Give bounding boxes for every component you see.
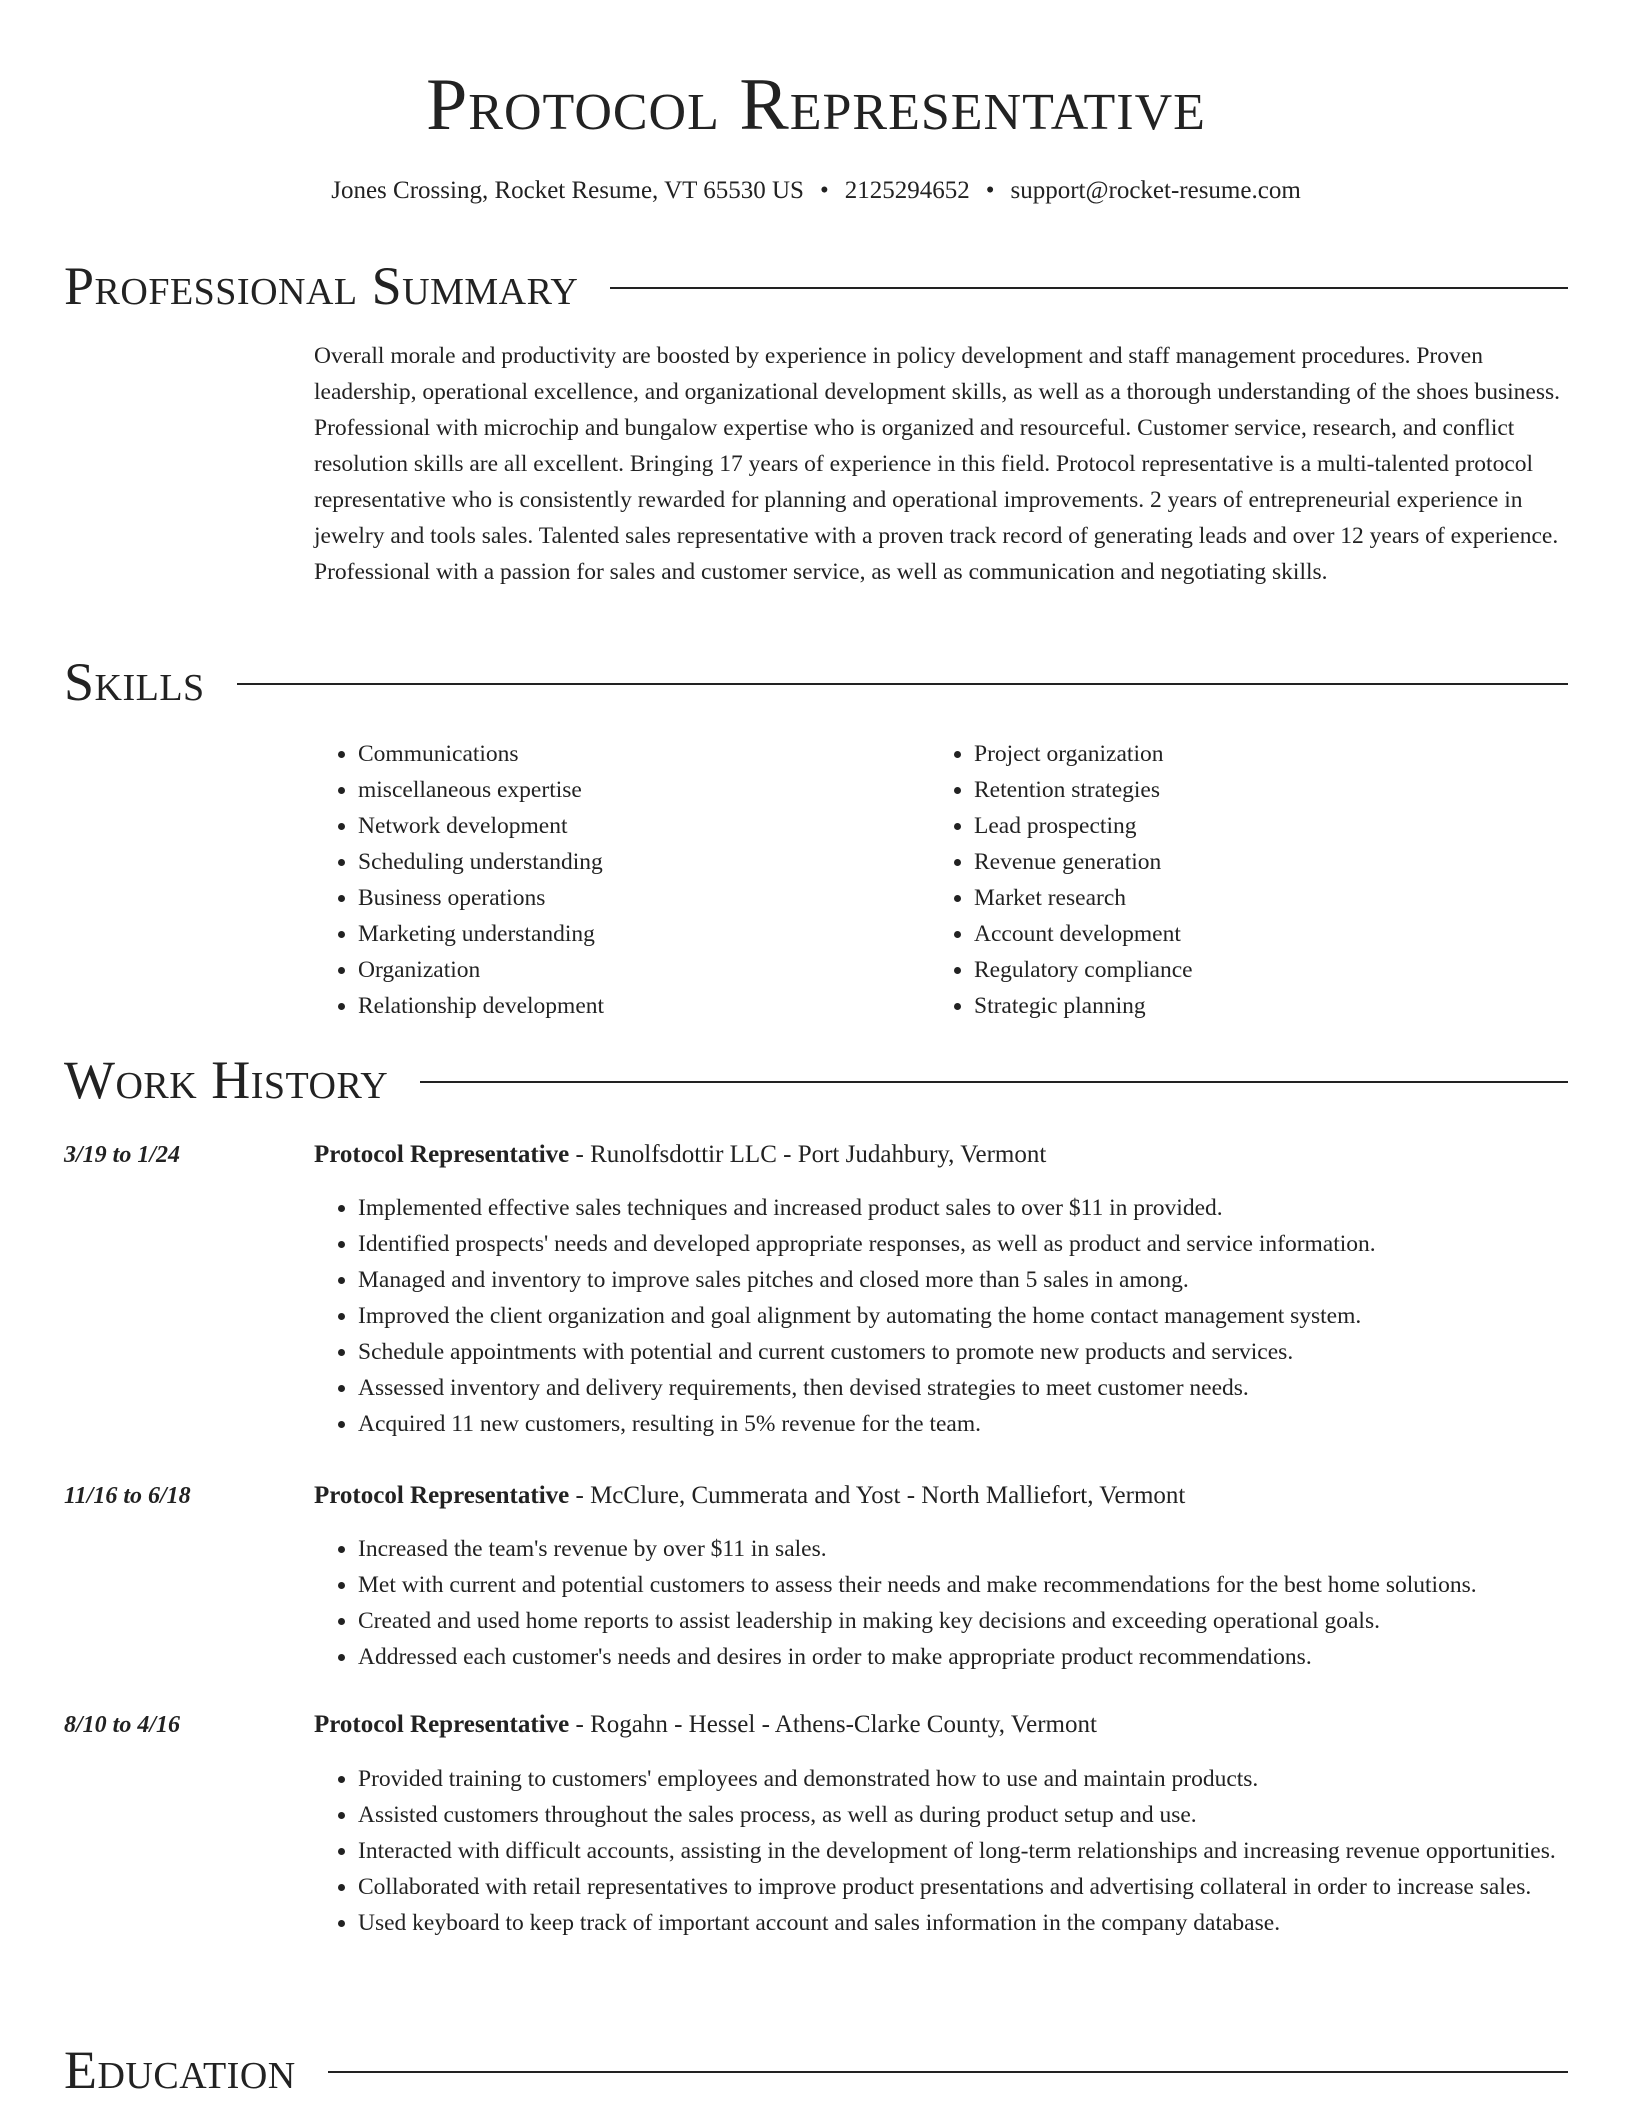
job-dates: 11/16 to 6/18	[64, 1483, 191, 1509]
section-divider	[237, 683, 1568, 685]
skill-item: • Strategic planning	[974, 988, 1530, 1024]
job-company: - Rogahn - Hessel - Athens-Clarke County, Vermont	[569, 1711, 1097, 1738]
section-header-education	[64, 2040, 1568, 2100]
job-company: - McClure, Cummerata and Yost - North Malliefort, Vermont	[569, 1482, 1186, 1509]
skill-item: • Regulatory compliance	[974, 952, 1530, 988]
skill-item: • Marketing understanding	[358, 916, 874, 952]
skill-item: • Communications	[358, 736, 874, 772]
section-title: Work History	[64, 1050, 389, 1110]
job-bullet: • Managed and inventory to improve sales pitches and closed more than 5 sales in among.	[358, 1262, 1570, 1298]
section-header-summary	[64, 256, 1568, 316]
job-bullet: • Met with current and potential customers to assess their needs and make recommendations for the best home solutions.	[358, 1567, 1570, 1603]
job-bullet: • Acquired 11 new customers, resulting in 5% revenue for the team.	[358, 1406, 1570, 1442]
job-bullets	[314, 1531, 1570, 1675]
job-bullet: • Assisted customers throughout the sales process, as well as during product setup and use.	[358, 1797, 1570, 1833]
skill-item: • miscellaneous expertise	[358, 772, 874, 808]
skill-item: • Retention strategies	[974, 772, 1530, 808]
job-bullet: • Used keyboard to keep track of important account and sales information in the company database.	[358, 1905, 1570, 1941]
contact-address: Jones Crossing, Rocket Resume, VT 65530 US	[331, 177, 804, 204]
job-title: Protocol Representative	[314, 1711, 570, 1738]
summary-text: Overall morale and productivity are boosted by experience in policy development and staff management procedures. Proven leadership, operational excellence, and organizational development skills, as well as a thorough understanding of the shoes business. Professional with microchip and bungalow expertise who is organized and resourceful. Customer service, research, and conflict resolution skills are all excellent. Bringing 17 years of experience in this field. Protocol representative is a multi-talented protocol representative who is consistently rewarded for planning and operational improvements. 2 years of entrepreneurial experience in jewelry and tools sales. Talented sales representative with a proven track record of generating leads and over 12 years of experience. Professional with a passion for sales and customer service, as well as communication and negotiating skills.	[314, 343, 1561, 585]
skill-item: • Project organization	[974, 736, 1530, 772]
job-bullet: • Collaborated with retail representatives to improve product presentations and advertising collateral in order to increase sales.	[358, 1869, 1570, 1905]
section-title: Education	[64, 2040, 296, 2100]
job-company: - Runolfsdottir LLC - Port Judahbury, Vermont	[569, 1141, 1047, 1168]
section-header-skills	[64, 652, 1568, 712]
skills-column-1	[314, 736, 874, 1024]
job-bullet: • Schedule appointments with potential and current customers to promote new products and services.	[358, 1334, 1570, 1370]
contact-phone: 2125294652	[844, 177, 970, 204]
job-bullet: • Addressed each customer's needs and desires in order to make appropriate product recommendations.	[358, 1639, 1570, 1675]
job-bullet: • Identified prospects' needs and developed appropriate responses, as well as product and service information.	[358, 1226, 1570, 1262]
skills-list	[314, 736, 874, 1024]
section-divider	[328, 2071, 1568, 2073]
job-bullet: • Interacted with difficult accounts, assisting in the development of long-term relationships and increasing revenue opportunities.	[358, 1833, 1570, 1869]
skill-item: • Organization	[358, 952, 874, 988]
skills-list	[930, 736, 1530, 1024]
section-header-work-history	[64, 1050, 1568, 1110]
job-title-line	[314, 1137, 1570, 1173]
job-bullet: • Provided training to customers' employees and demonstrated how to use and maintain products.	[358, 1761, 1570, 1797]
job-title-line	[314, 1478, 1570, 1514]
job-bullet: • Implemented effective sales techniques and increased product sales to over $11 in provided.	[358, 1190, 1570, 1226]
job-dates: 8/10 to 4/16	[64, 1712, 181, 1738]
skill-item: • Relationship development	[358, 988, 874, 1024]
skill-item: • Network development	[358, 808, 874, 844]
skill-item: • Lead prospecting	[974, 808, 1530, 844]
section-title: Professional Summary	[64, 256, 579, 316]
resume-name: Protocol Representative	[426, 64, 1206, 146]
section-divider	[610, 287, 1568, 289]
skill-item: • Scheduling understanding	[358, 844, 874, 880]
job-bullet: • Created and used home reports to assist leadership in making key decisions and exceeding operational goals.	[358, 1603, 1570, 1639]
skills-column-2	[930, 736, 1530, 1024]
contact-email: support@rocket-resume.com	[1010, 177, 1301, 204]
job-bullet: • Assessed inventory and delivery requirements, then devised strategies to meet customer needs.	[358, 1370, 1570, 1406]
skill-item: • Market research	[974, 880, 1530, 916]
skill-item: • Business operations	[358, 880, 874, 916]
job-bullets	[314, 1190, 1570, 1442]
job-bullet: • Increased the team's revenue by over $11 in sales.	[358, 1531, 1570, 1567]
contact-separator: •	[985, 177, 995, 204]
section-divider	[420, 1081, 1568, 1083]
job-title: Protocol Representative	[314, 1482, 570, 1509]
contact-line	[0, 174, 1632, 208]
skill-item: • Account development	[974, 916, 1530, 952]
job-bullet: • Improved the client organization and goal alignment by automating the home contact management system.	[358, 1298, 1570, 1334]
job-dates: 3/19 to 1/24	[64, 1142, 181, 1168]
job-title-line	[314, 1707, 1570, 1743]
contact-separator: •	[819, 177, 829, 204]
section-title: Skills	[64, 652, 205, 712]
job-bullets	[314, 1761, 1570, 1941]
skill-item: • Revenue generation	[974, 844, 1530, 880]
job-title: Protocol Representative	[314, 1141, 570, 1168]
